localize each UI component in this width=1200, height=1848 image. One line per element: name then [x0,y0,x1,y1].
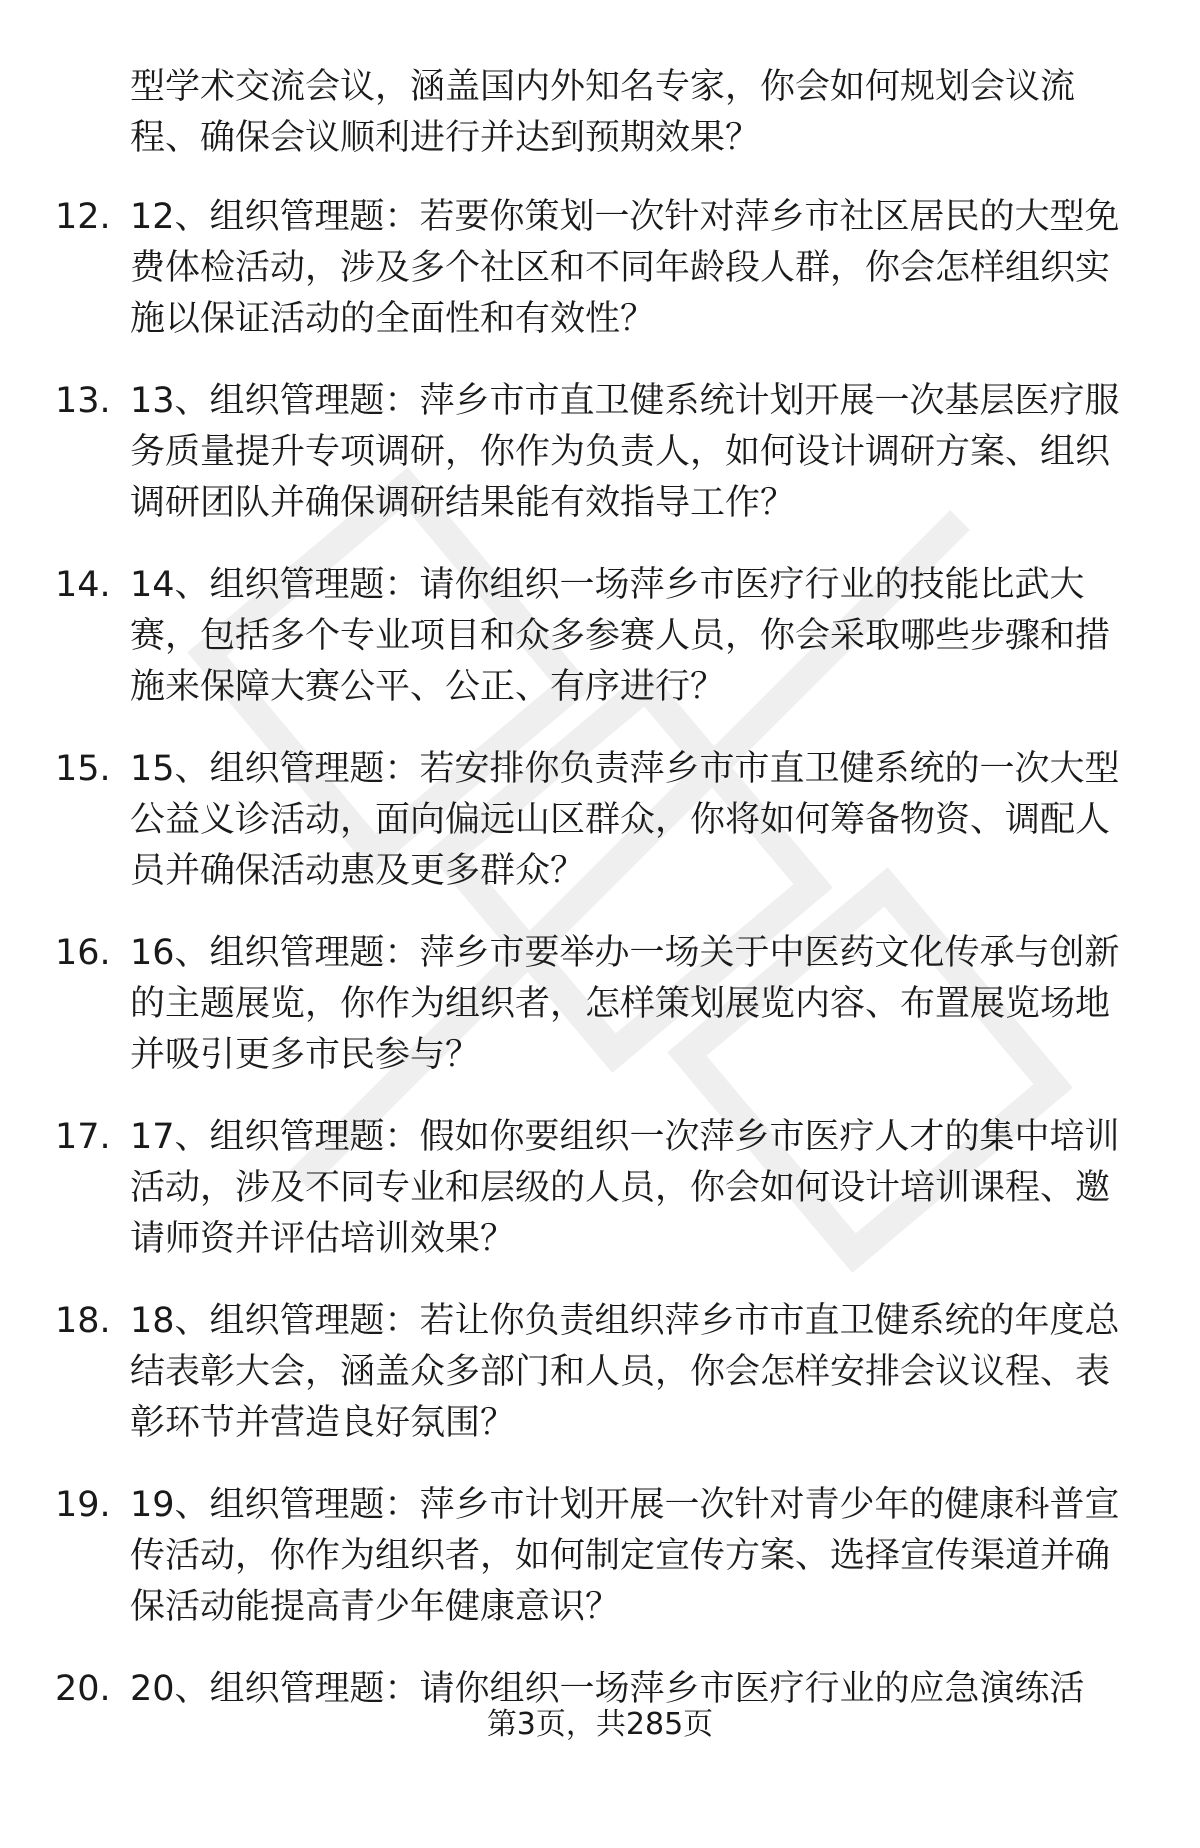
list-item [0,1296,1200,1480]
page-footer: 第3页，共285页 [486,1707,714,1742]
question-text: 19、组织管理题：萍乡市计划开展一次针对青少年的健康科普宣传活动，你作为组织者，如何制定宣传方案、选择宣传渠道并确保活动能提高青少年健康意识？ [130,1485,1120,1627]
question-number: 15. [55,749,111,789]
list-item [0,928,1200,1112]
continuation-paragraph: 型学术交流会议，涵盖国内外知名专家，你会如何规划会议流程、确保会议顺利进行并达到预期效果？ [130,67,1076,158]
question-number: 18. [55,1301,111,1341]
question-text: 18、组织管理题：若让你负责组织萍乡市市直卫健系统的年度总结表彰大会，涵盖众多部门和人员，你会怎样安排会议议程、表彰环节并营造良好氛围？ [130,1301,1120,1443]
question-number: 16. [55,933,111,973]
question-text: 14、组织管理题：请你组织一场萍乡市医疗行业的技能比武大赛，包括多个专业项目和众多参赛人员，你会采取哪些步骤和措施来保障大赛公平、公正、有序进行？ [130,565,1111,707]
question-text: 20、组织管理题：请你组织一场萍乡市医疗行业的应急演练活 [130,1669,1085,1709]
question-number: 14. [55,565,111,605]
question-text: 16、组织管理题：萍乡市要举办一场关于中医药文化传承与创新的主题展览，你作为组织者，怎样策划展览内容、布置展览场地并吸引更多市民参与？ [130,933,1120,1075]
list-item [0,744,1200,928]
question-list [0,192,1200,1848]
list-item [0,560,1200,744]
question-number: 17. [55,1117,111,1157]
list-item [0,192,1200,376]
list-item [0,376,1200,560]
question-text: 13、组织管理题：萍乡市市直卫健系统计划开展一次基层医疗服务质量提升专项调研，你作为负责人，如何设计调研方案、组织调研团队并确保调研结果能有效指导工作？ [130,381,1120,523]
list-item [0,1480,1200,1664]
question-number: 20. [55,1669,111,1709]
question-number: 12. [55,197,111,237]
question-text: 17、组织管理题：假如你要组织一次萍乡市医疗人才的集中培训活动，涉及不同专业和层级的人员，你会如何设计培训课程、邀请师资并评估培训效果？ [130,1117,1120,1259]
question-text: 15、组织管理题：若安排你负责萍乡市市直卫健系统的一次大型公益义诊活动，面向偏远山区群众，你将如何筹备物资、调配人员并确保活动惠及更多群众？ [130,749,1120,891]
question-text: 12、组织管理题：若要你策划一次针对萍乡市社区居民的大型免费体检活动，涉及多个社区和不同年龄段人群，你会怎样组织实施以保证活动的全面性和有效性？ [130,197,1120,339]
question-number: 13. [55,381,111,421]
list-item [0,1664,1200,1848]
list-item [0,1112,1200,1296]
question-number: 19. [55,1485,111,1525]
